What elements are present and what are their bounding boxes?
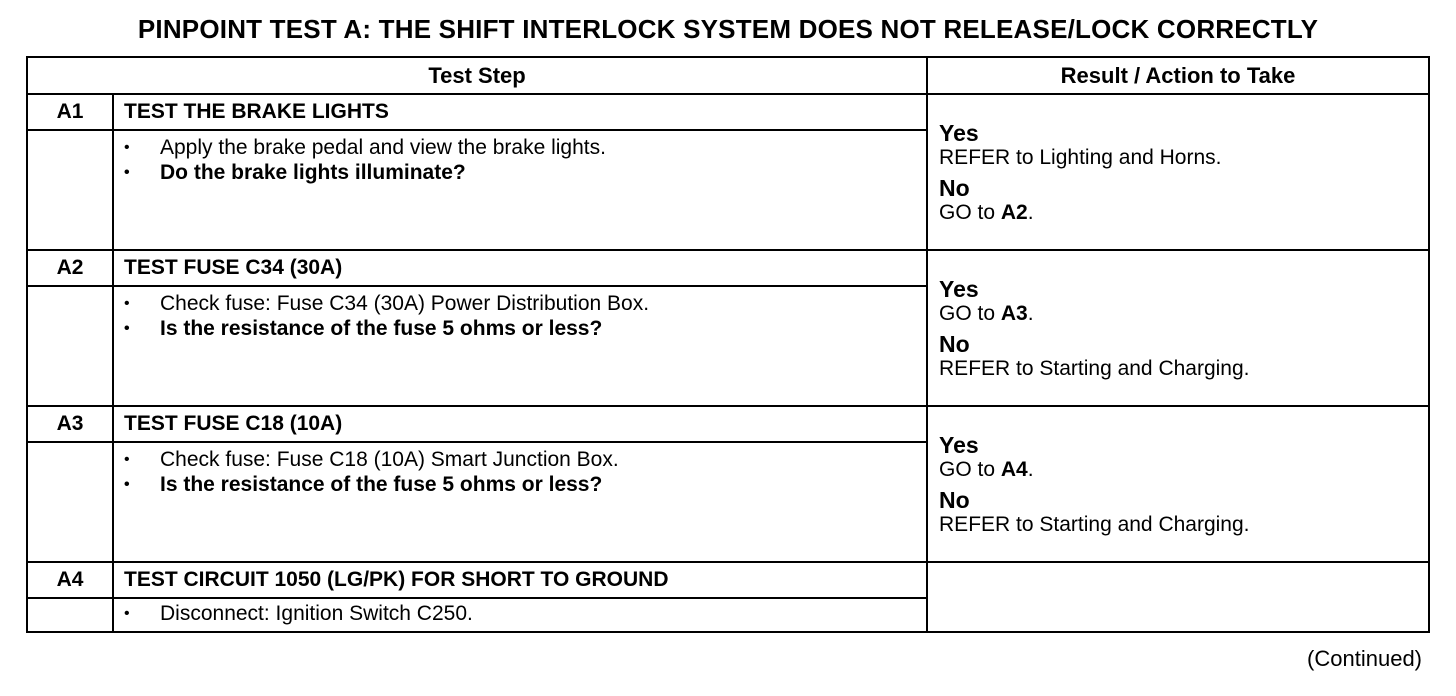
result-label: No [939,174,970,201]
action-item: • Disconnect: Ignition Switch C250. [124,601,926,626]
step-reference: A3 [1000,301,1028,325]
test-step-header: Test Step [27,57,927,94]
step-actions [113,130,927,250]
step-actions [113,442,927,562]
action-item: • Apply the brake pedal and view the brake lights. [124,135,926,160]
step-reference: A2 [1000,200,1028,224]
action-item: • Check fuse: Fuse C34 (30A) Power Distribution Box. [124,291,926,316]
step-id: A4 [27,562,113,598]
step-heading: TEST CIRCUIT 1050 (LG/PK) FOR SHORT TO GROUND [113,562,927,598]
result-option-yes [939,432,1428,482]
step-heading: TEST FUSE C18 (10A) [113,406,927,442]
step-result [927,94,1429,250]
step-heading-row [27,562,1429,598]
table-header-row [27,57,1429,94]
step-result [927,562,1429,632]
result-label: No [939,330,970,357]
step-id-spacer [27,130,113,250]
step-actions [113,598,927,632]
step-heading: TEST FUSE C34 (30A) [113,250,927,286]
result-action: GO to A4. [939,457,1034,481]
step-heading-row [27,94,1429,130]
continued-label: (Continued) [1307,646,1422,671]
step-heading-row [27,406,1429,442]
step-id: A1 [27,94,113,130]
page-title: PINPOINT TEST A: THE SHIFT INTERLOCK SYSTEM DOES NOT RELEASE/LOCK CORRECTLY [137,14,1319,44]
pinpoint-test-table [26,56,1430,633]
result-label: Yes [939,119,979,146]
result-label: Yes [939,275,979,302]
result-header: Result / Action to Take [927,57,1429,94]
step-result [927,250,1429,406]
action-item: • Check fuse: Fuse C18 (10A) Smart Junction Box. [124,447,926,472]
result-option-no [939,175,1428,225]
result-action: REFER to Lighting and Horns. [939,145,1222,169]
result-action: GO to A3. [939,301,1034,325]
result-action: GO to A2. [939,200,1034,224]
result-option-yes [939,276,1428,326]
step-heading-row [27,250,1429,286]
result-label: Yes [939,431,979,458]
step-reference: A4 [1000,457,1028,481]
question-item: • Is the resistance of the fuse 5 ohms or less? [124,316,926,341]
result-option-yes [939,120,1428,170]
question-item: • Do the brake lights illuminate? [124,160,926,185]
question-item: • Is the resistance of the fuse 5 ohms or less? [124,472,926,497]
step-id-spacer [27,286,113,406]
result-action: REFER to Starting and Charging. [939,512,1250,536]
step-id: A2 [27,250,113,286]
result-action: REFER to Starting and Charging. [939,356,1250,380]
step-actions [113,286,927,406]
step-heading: TEST THE BRAKE LIGHTS [113,94,927,130]
result-option-no [939,487,1428,537]
step-id-spacer [27,442,113,562]
result-label: No [939,486,970,513]
step-id-spacer [27,598,113,632]
step-result [927,406,1429,562]
result-option-no [939,331,1428,381]
step-id: A3 [27,406,113,442]
